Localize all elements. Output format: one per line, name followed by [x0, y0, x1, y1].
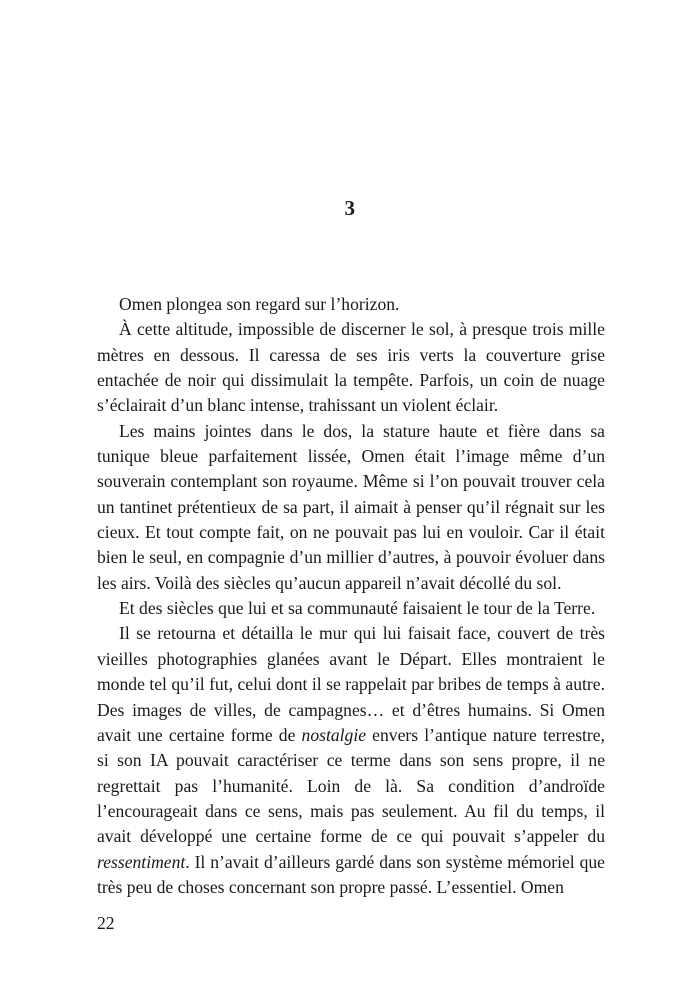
body-text	[97, 292, 605, 900]
paragraph: Et des siècles que lui et sa communauté faisaient le tour de la Terre.	[119, 598, 596, 619]
paragraph-text: . Il n’avait d’ailleurs gardé dans son système mémoriel que très peu de choses concernant son propre passé. L’essentiel. Omen	[97, 851, 605, 897]
page-number: 22	[97, 913, 115, 933]
italic-word: ressentiment	[97, 851, 186, 872]
paragraph	[97, 621, 605, 900]
paragraph-text: envers l’antique nature terrestre, si son IA pouvait caractériser ce terme dans son sens propre, il ne regrettait pas l’humanité. Loin de là. Sa condition d’androïde l’encourageait dans ce sens, mais pas seulement. Au fil du temps, il avait développé une certaine forme de ce qui pouvait s’appeler du	[97, 724, 605, 847]
italic-word: nostalgie	[301, 724, 367, 745]
paragraph: Les mains jointes dans le dos, la stature haute et fière dans sa tunique bleue parfaitement lissée, Omen était l’image même d’un souverain contemplant son royaume. Même si l’on pouvait trouver cela un tantinet prétentieux de sa part, il aimait à penser qu’il régnait sur les cieux. Et tout compte fait, on ne pouvait pas lui en vouloir. Car il était bien le seul, en compagnie d’un millier d’autres, à pouvoir évoluer dans les airs. Voilà des siècles qu’aucun appareil n’avait décollé du sol.	[97, 420, 605, 593]
chapter-number: 3	[344, 196, 356, 220]
paragraph: À cette altitude, impossible de discerner le sol, à presque trois mille mètres en dessous. Il caressa de ses iris verts la couverture grise entachée de noir qui dissimulait la tempête. Parfois, un coin de nuage s’éclairait d’un blanc intense, trahissant un violent éclair.	[97, 319, 605, 416]
paragraph: Omen plongea son regard sur l’horizon.	[119, 294, 400, 314]
paragraph-text: Il se retourna et détailla le mur qui lui faisait face, couvert de très vieilles photographies glanées avant le Départ. Elles montraient le monde tel qu’il fut, celui dont il se rappelait par bribes de temps à autre. Des images de villes, de campagnes… et d’êtres humains. Si Omen avait une certaine forme de	[97, 623, 605, 745]
